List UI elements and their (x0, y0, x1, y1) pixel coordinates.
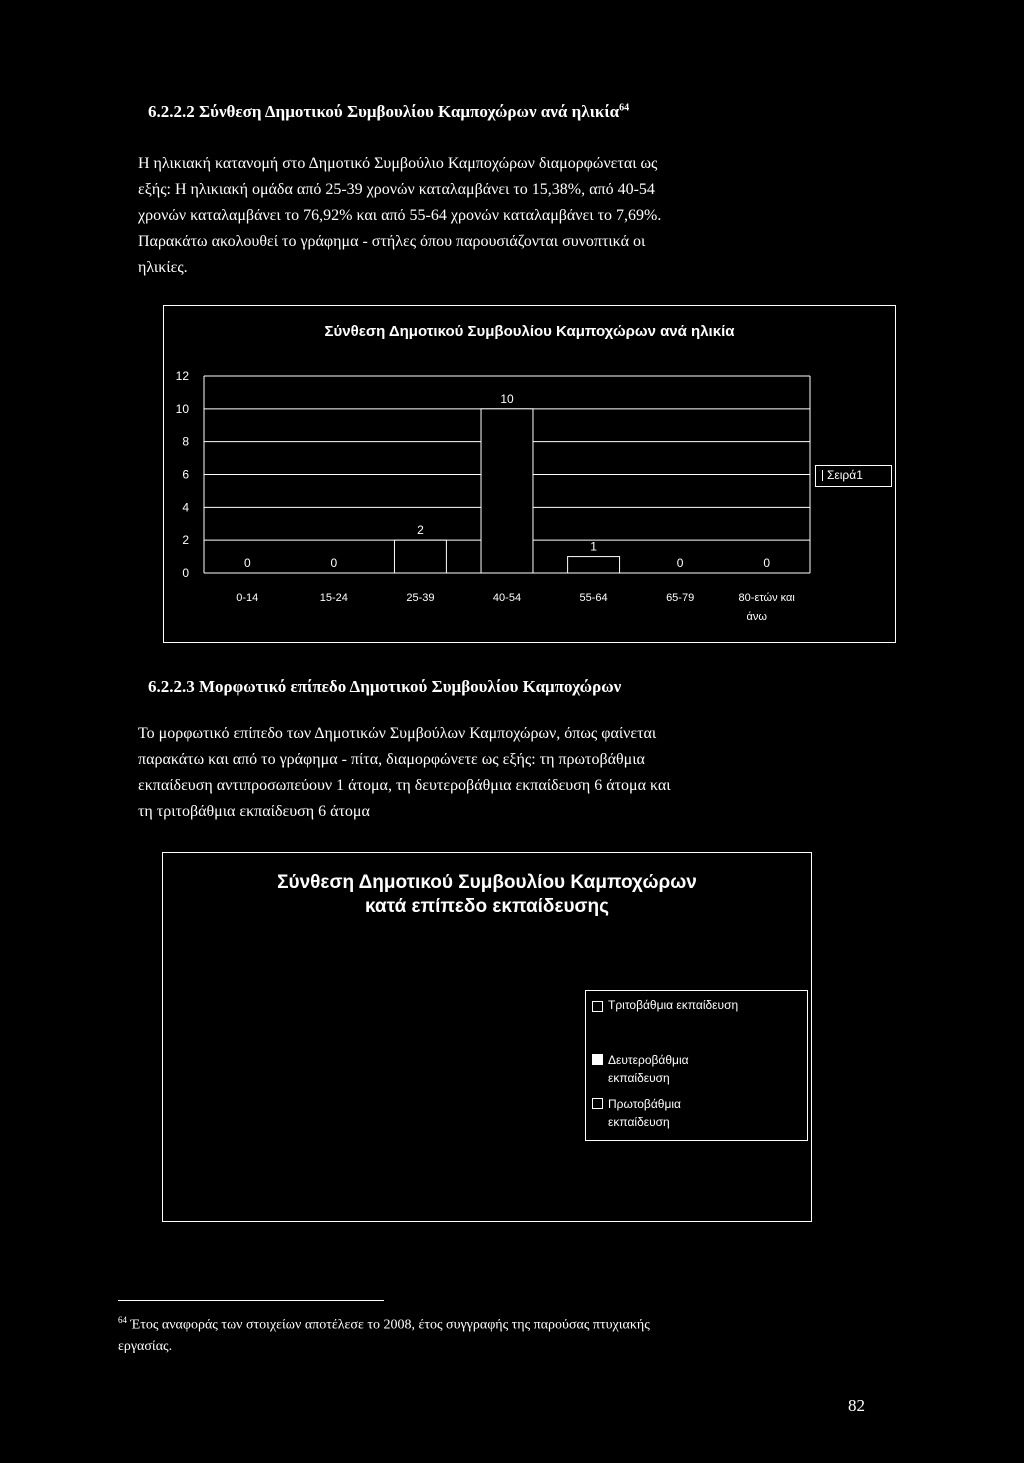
paragraph-line: Παρακάτω ακολουθεί το γράφημα - στήλες όπου παρουσιάζονται συνοπτικά οι (138, 233, 646, 250)
bar-data-label: 2 (417, 523, 424, 538)
legend-item-tertiary (592, 998, 738, 1012)
footnote-line2: εργασίας. (118, 1338, 173, 1354)
x-tick-label: 55-64 (579, 592, 608, 604)
y-tick-label: 10 (175, 401, 189, 416)
bar (481, 409, 533, 573)
y-tick-label: 0 (182, 566, 189, 580)
paragraph-line: εκπαίδευση αντιπροσωπεύουν 1 άτομα, τη δευτεροβάθμια εκπαίδευση 6 άτομα και (138, 777, 671, 794)
page-number: 82 (848, 1396, 865, 1415)
bar (568, 557, 620, 573)
paragraph-line: χρονών καταλαμβάνει το 76,92% και από 55-64 χρονών καταλαμβάνει το 7,69%. (138, 207, 662, 224)
y-tick-label: 6 (182, 467, 189, 482)
section-heading-education (148, 677, 621, 697)
education-paragraph (138, 721, 876, 825)
legend-label-secondary-line2: εκπαίδευση (608, 1071, 670, 1085)
footnote-separator (118, 1300, 384, 1301)
legend-label-primary (608, 1095, 681, 1131)
pie-chart-title-line2: κατά επίπεδο εκπαίδευσης (364, 896, 610, 917)
bar-data-label: 0 (676, 556, 684, 570)
paragraph-line: παρακάτω και από το γράφημα - πίτα, διαμορφώνετε ως εξής: τη πρωτοβάθμια (138, 751, 645, 768)
x-tick-label: 65-79 (666, 592, 695, 604)
section-heading-age-text: 6.2.2.2 Σύνθεση Δημοτικού Συμβουλίου Καμποχώρων ανά ηλικία (148, 102, 620, 121)
paragraph-line: εξής: Η ηλικιακή ομάδα από 25-39 χρονών καταλαμβάνει το 15,38%, από 40-54 (138, 181, 655, 198)
paragraph-line: τη τριτοβάθμια εκπαίδευση 6 άτομα (138, 803, 370, 820)
footnote (118, 1310, 838, 1357)
x-tick-label: 80-ετών και (738, 592, 795, 604)
x-tick-label: 40-54 (492, 592, 522, 604)
paragraph-line: ηλικίες. (138, 259, 188, 276)
y-tick-label: 4 (182, 500, 189, 515)
bar-data-label: 10 (500, 391, 514, 406)
legend-swatch-tertiary (592, 1001, 603, 1012)
x-tick-label-continuation: άνω (746, 611, 767, 623)
legend-swatch-primary (592, 1098, 603, 1109)
footnote-line1: Έτος αναφοράς των στοιχείων αποτέλεσε το 2008, έτος συγγραφής της παρούσας πτυχιακής (130, 1317, 650, 1333)
y-tick-label: 2 (182, 533, 189, 548)
x-tick-label: 15-24 (319, 592, 348, 604)
paragraph-line: Το μορφωτικό επίπεδο των Δημοτικών Συμβούλων Καμποχώρων, όπως φαίνεται (138, 725, 657, 742)
bar (394, 540, 446, 573)
legend-series-label: Σειρά1 (827, 468, 863, 482)
legend-label-secondary (608, 1051, 689, 1087)
legend-label-primary-line2: εκπαίδευση (608, 1115, 670, 1129)
legend-item-secondary (592, 1051, 689, 1087)
x-tick-label: 0-14 (236, 592, 259, 604)
legend-label-secondary-line1: Δευτεροβάθμια (608, 1053, 689, 1067)
bar-chart-title: Σύνθεση Δημοτικού Συμβουλίου Καμποχώρων ανά ηλικία (324, 323, 735, 340)
pie-chart-legend (585, 990, 808, 1141)
bar-data-label: 1 (590, 539, 597, 554)
bar-chart-plot (164, 306, 895, 642)
footnote-reference: 64 (619, 102, 630, 114)
education-pie-chart (162, 852, 812, 1222)
section-heading-education-text: 6.2.2.3 Μορφωτικό επίπεδο Δημοτικού Συμβουλίου Καμποχώρων (148, 677, 622, 696)
legend-label-tertiary: Τριτοβάθμια εκπαίδευση (608, 998, 739, 1012)
age-bar-chart (163, 305, 896, 643)
pie-chart-title-line1: Σύνθεση Δημοτικού Συμβουλίου Καμποχώρων (277, 872, 697, 893)
legend-swatch-secondary (592, 1054, 603, 1065)
legend-label-primary-line1: Πρωτοβάθμια (608, 1097, 681, 1111)
bar-data-label: 0 (763, 556, 771, 570)
y-tick-label: 8 (182, 434, 189, 449)
paragraph-line: Η ηλικιακή κατανομή στο Δημοτικό Συμβούλιο Καμποχώρων διαμορφώνεται ως (138, 155, 658, 172)
bar-data-label: 0 (330, 556, 338, 570)
age-paragraph (138, 151, 876, 281)
bar-data-label: 0 (243, 556, 251, 570)
footnote-number: 64 (118, 1315, 127, 1325)
x-tick-label: 25-39 (406, 592, 435, 604)
bar-chart-legend (815, 465, 892, 487)
legend-item-primary (592, 1095, 681, 1131)
y-tick-label: 12 (175, 369, 189, 383)
legend-series-marker (822, 470, 823, 481)
section-heading-age (148, 102, 629, 122)
